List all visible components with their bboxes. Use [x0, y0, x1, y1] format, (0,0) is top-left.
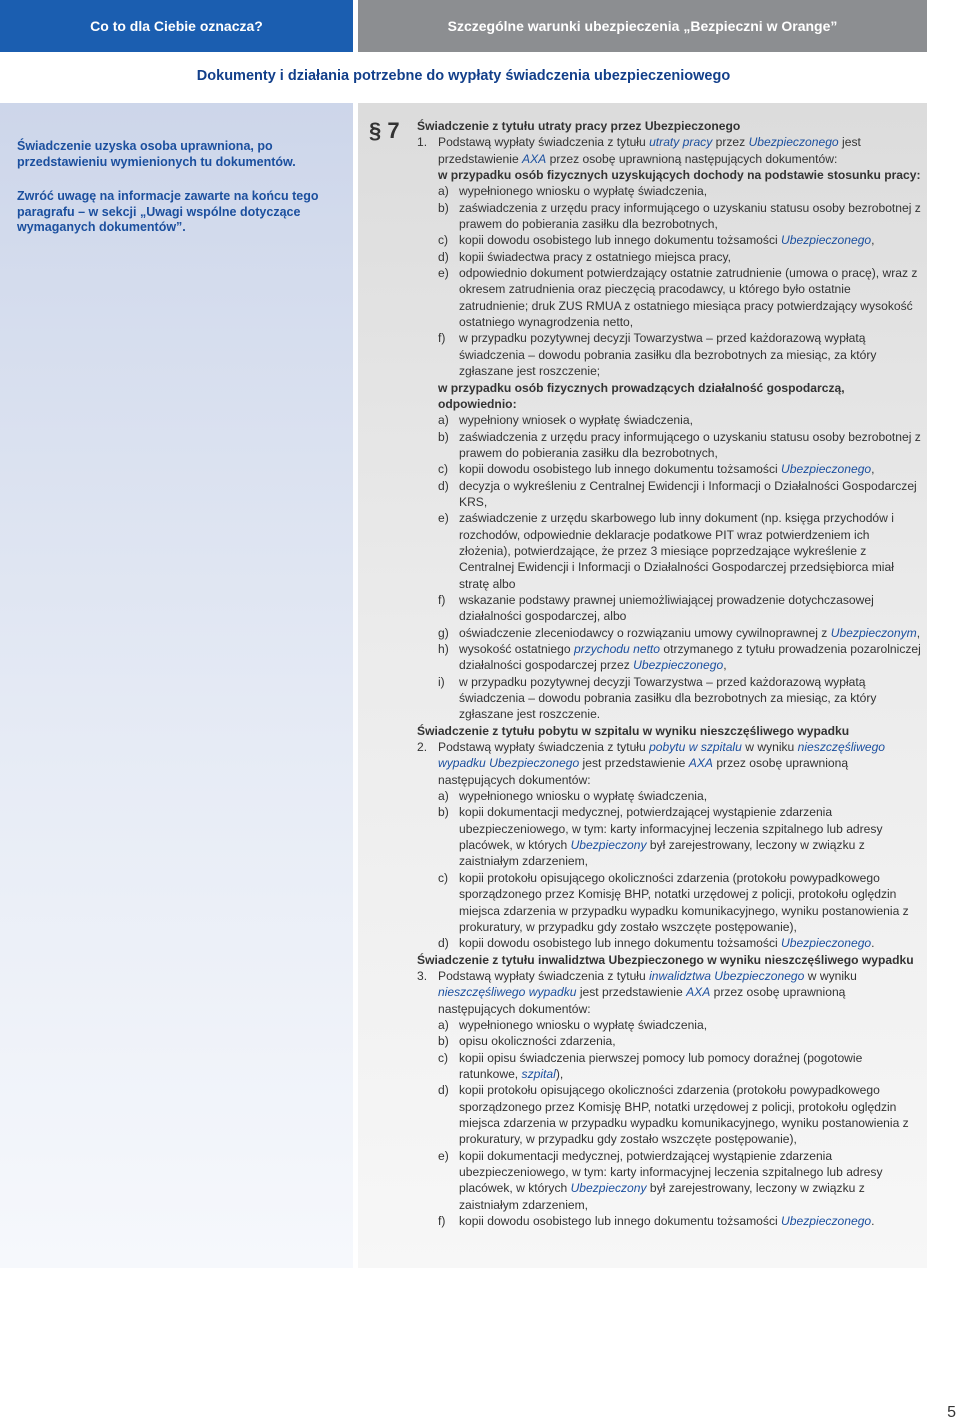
list-item-letter: c): [438, 870, 449, 885]
section-1-group-1-title: w przypadku osób fizycznych uzyskujących dochody na podstawie stosunku pracy:: [438, 168, 921, 183]
text-segment: jest przedstawienie: [576, 985, 687, 1000]
text-segment: kopii dowodu osobistego lub innego dokumentu tożsamości: [459, 233, 782, 248]
section-1-group-2-title: w przypadku osób fizycznych prowadzących działalność gospodarczą, odpowiednio:: [438, 380, 845, 411]
list-item: [438, 461, 922, 477]
defined-term: Ubezpieczony: [570, 1181, 647, 1196]
sidebar-panel: [0, 103, 353, 1268]
list-item: [438, 183, 922, 199]
text-segment: zaświadczenia z urzędu pracy informującego o uzyskaniu statusu osoby bezrobotnej z prawem do pobierania zasiłku dla bezrobotnych,: [459, 200, 921, 232]
defined-term: Ubezpieczonego: [781, 462, 872, 477]
section-3-list: [417, 1017, 922, 1229]
list-item: [438, 625, 922, 641]
section-2-list: [417, 788, 922, 951]
section-3-heading: Świadczenie z tytułu inwalidztwa Ubezpieczonego w wyniku nieszczęśliwego wypadku: [417, 952, 914, 967]
text-segment: kopii protokołu opisującego okoliczności zdarzenia (protokołu powypadkowego sporządzonego przez Komisję BHP, notatki urzędowej z policji, protokołu oględzin miejsca zdarzenia w przypadku wypadku komunikacyjnego, wyniku postanowienia z prokuratury, w przypadku gdy zostało wszczęte postępowanie),: [459, 870, 909, 934]
section-1-group-2-list: [417, 412, 922, 723]
tab-szczegolne-warunki[interactable]: Szczególne warunki ubezpieczenia „Bezpieczni w Orange”: [358, 0, 927, 52]
intro-text: [438, 740, 885, 787]
text-segment: przez osobę uprawnioną następujących dokumentów:: [438, 756, 849, 787]
list-item: [438, 674, 922, 723]
section-1-intro: [417, 134, 922, 167]
intro-text: [438, 969, 857, 1016]
list-item-letter: a): [438, 1017, 449, 1032]
list-item: [438, 592, 922, 625]
text-segment: przez osobę uprawnioną następujących dokumentów:: [438, 985, 846, 1016]
list-item: [438, 412, 922, 428]
list-item: [438, 330, 922, 379]
defined-term: pobytu w szpitalu: [649, 740, 742, 755]
text-segment: kopii dokumentacji medycznej, potwierdzającej wystąpienie zdarzenia ubezpieczeniowego, w tym: karty informacyjnej leczenia szpitalnego lub adresy placówek, w których: [459, 805, 883, 853]
text-segment: przez osobę uprawnioną następujących dokumentów:: [546, 151, 838, 166]
list-item-letter: d): [438, 936, 449, 951]
text-segment: jest przedstawienie: [438, 135, 861, 166]
text-segment: Podstawą wypłaty świadczenia z tytułu: [438, 135, 650, 150]
text-segment: wypełnionego wniosku o wypłatę świadczenia,: [459, 789, 708, 804]
text-segment: decyzja o wykreśleniu z Centralnej Ewidencji i Informacji o Działalności Gospodarczej KRS,: [459, 478, 917, 509]
text-segment: wypełnionego wniosku o wypłatę świadczenia,: [459, 1017, 708, 1032]
defined-term: inwalidztwa Ubezpieczonego: [649, 968, 805, 983]
section-2-number: 2.: [417, 740, 428, 755]
defined-term: Ubezpieczonego: [781, 1214, 872, 1229]
list-item: [438, 1082, 922, 1147]
text-segment: w wyniku: [741, 740, 798, 755]
list-item: [438, 935, 922, 951]
text-segment: kopii dowodu osobistego lub innego dokumentu tożsamości: [459, 936, 782, 951]
list-item-letter: d): [438, 1083, 449, 1098]
text-segment: ,: [871, 462, 875, 477]
defined-term: przychodu netto: [573, 642, 661, 656]
text-segment: ,: [916, 625, 921, 640]
text-segment: wypełnionego wniosku o wypłatę świadczenia,: [459, 184, 708, 199]
text-segment: .: [871, 936, 875, 951]
list-item-letter: a): [438, 184, 449, 199]
list-item: [438, 232, 922, 248]
text-segment: ,: [723, 658, 727, 673]
defined-term: utraty pracy: [649, 135, 713, 150]
defined-term: AXA: [522, 151, 547, 166]
list-item: [438, 249, 922, 265]
list-item: [438, 200, 922, 233]
list-item-letter: f): [438, 1214, 446, 1229]
list-item: [438, 1148, 922, 1213]
list-item: [438, 1213, 922, 1229]
document-content: [417, 118, 922, 1229]
tab-co-to-dla-ciebie-oznacza[interactable]: Co to dla Ciebie oznacza?: [0, 0, 353, 52]
list-item-letter: a): [438, 413, 449, 428]
text-segment: ,: [871, 233, 875, 248]
list-item-letter: f): [438, 592, 446, 607]
list-item-letter: h): [438, 642, 449, 656]
text-segment: kopii dowodu osobistego lub innego dokumentu tożsamości: [459, 462, 782, 477]
text-segment: kopii dowodu osobistego lub innego dokumentu tożsamości: [459, 1214, 782, 1229]
defined-term: Ubezpieczonego: [781, 233, 872, 248]
list-item-letter: f): [438, 331, 446, 346]
text-segment: kopii protokołu opisującego okoliczności zdarzenia (protokołu powypadkowego sporządzonego przez Komisję BHP, notatki urzędowej z policji, protokołu oględzin miejsca zdarzenia w przypadku wypadku komunikacyjnego, wyniku postanowienia z prokuratury, w przypadku gdy zostało wszczęte postępowanie),: [459, 1083, 909, 1147]
list-item-letter: i): [438, 674, 445, 689]
paragraph-symbol: §: [369, 118, 382, 143]
defined-term: AXA: [688, 756, 713, 771]
defined-term: Ubezpieczonego: [748, 135, 839, 150]
text-segment: kopii dokumentacji medycznej, potwierdzającej wystąpienie zdarzenia ubezpieczeniowego, w tym: karty informacyjnej leczenia szpitalnego lub adresy placówek, w których: [459, 1148, 883, 1196]
paragraph-value: 7: [387, 118, 400, 143]
section-2-intro: [417, 739, 922, 788]
text-segment: był zarejestrowany, leczony w związku z zaistniałym zdarzeniem,: [459, 838, 865, 869]
defined-term: Ubezpieczonego: [633, 658, 724, 673]
page-number: 5: [947, 1404, 956, 1421]
intro-text: [438, 135, 861, 165]
list-item: [438, 788, 922, 804]
text-segment: wskazanie podstawy prawnej uniemożliwiającej prowadzenie dotychczasowej działalności gospodarczej, albo: [459, 592, 874, 624]
list-item-letter: g): [438, 625, 449, 640]
text-segment: wypełniony wniosek o wypłatę świadczenia,: [459, 413, 693, 428]
text-segment: odpowiednio dokument potwierdzający ostatnie zatrudnienie (umowa o pracę), wraz z okresem zatrudnienia oraz pieczęcią pracodawcy, u którego było ostatnie zatrudnienie; druk ZUS RMUA z ostatniego miesiąca pracy potwierdzający wysokość ostatniego wynagrodzenia netto,: [459, 266, 918, 330]
sidebar-note-2: Zwróć uwagę na informacje zawarte na końcu tego paragrafu – w sekcji „Uwagi wspólne dotyczące wymaganych dokumentów”.: [17, 189, 319, 234]
paragraph-number: [369, 118, 400, 144]
text-segment: w przypadku pozytywnej decyzji Towarzystwa – przed każdorazową wypłatą świadczenia – dowodu pobrania zasiłku dla bezrobotnych za miesiąc, za który zgłaszane jest roszczenie.: [459, 674, 877, 722]
text-segment: opisu okoliczności zdarzenia,: [459, 1034, 616, 1049]
list-item-letter: c): [438, 462, 449, 477]
text-segment: w przypadku pozytywnej decyzji Towarzystwa – przed każdorazową wypłatą świadczenia – dowodu pobrania zasiłku dla bezrobotnych za miesiąc, za który zgłaszane jest roszczenie;: [459, 331, 877, 379]
section-3-intro: [417, 968, 922, 1017]
text-segment: kopii opisu świadczenia pierwszej pomocy lub pomocy doraźnej (pogotowie ratunkowe,: [459, 1050, 863, 1081]
list-item-letter: c): [438, 1050, 449, 1065]
list-item-letter: e): [438, 1148, 449, 1163]
defined-term: Ubezpieczony: [570, 838, 647, 853]
text-segment: ),: [555, 1066, 564, 1081]
defined-term: AXA: [686, 985, 711, 1000]
text-segment: przez: [712, 135, 749, 150]
defined-term: Ubezpieczonym: [830, 625, 917, 640]
list-item-letter: b): [438, 805, 449, 820]
text-segment: oświadczenie zleceniodawcy o rozwiązaniu umowy cywilnoprawnej z: [459, 625, 831, 640]
text-segment: wysokość ostatniego: [459, 642, 574, 656]
list-item-letter: d): [438, 249, 449, 264]
text-segment: kopii świadectwa pracy z ostatniego miejsca pracy,: [459, 249, 732, 264]
list-item-letter: b): [438, 1034, 449, 1049]
list-item: [438, 1017, 922, 1033]
list-item: [438, 870, 922, 935]
list-item: [438, 265, 922, 330]
text-segment: Podstawą wypłaty świadczenia z tytułu: [438, 968, 650, 983]
list-item-letter: a): [438, 789, 449, 804]
section-2-heading: Świadczenie z tytułu pobytu w szpitalu w wyniku nieszczęśliwego wypadku: [417, 723, 850, 738]
text-segment: był zarejestrowany, leczony w związku z zaistniałym zdarzeniem,: [459, 1181, 865, 1212]
text-segment: .: [871, 1214, 875, 1229]
section-3-number: 3.: [417, 968, 428, 983]
page-title: Dokumenty i działania potrzebne do wypłaty świadczenia ubezpieczeniowego: [196, 68, 731, 84]
text-segment: zaświadczenia z urzędu pracy informującego o uzyskaniu statusu osoby bezrobotnej z prawem do pobierania zasiłku dla bezrobotnych,: [459, 429, 921, 460]
text-segment: zaświadczenie z urzędu skarbowego lub inny dokument (np. księga przychodów i rozchodów, odpowiednie deklaracje podatkowe PIT wraz potwierdzeniem ich złożenia), potwierdzające, że przez 3 miesiące poprzedzające wykreślenie z Centralnej Ewidencji i Informacji o Działalności Gospodarczej przedsiębiorca miał stratę albo: [459, 511, 894, 591]
list-item-letter: b): [438, 200, 449, 215]
section-1-number: 1.: [417, 135, 428, 150]
section-1-group-1-list: [417, 183, 922, 379]
defined-term: szpital: [521, 1066, 556, 1081]
defined-term: Ubezpieczonego: [781, 936, 872, 951]
section-1-heading: Świadczenie z tytułu utraty pracy przez Ubezpieczonego: [417, 119, 741, 133]
list-item: [438, 1050, 922, 1083]
list-item: [438, 478, 922, 511]
list-item: [438, 1033, 922, 1049]
text-segment: Podstawą wypłaty świadczenia z tytułu: [438, 740, 650, 755]
list-item-letter: e): [438, 266, 449, 281]
list-item: [438, 804, 922, 869]
text-segment: w wyniku: [804, 968, 857, 983]
list-item: [438, 429, 922, 462]
list-item-letter: e): [438, 511, 449, 526]
defined-term: nieszczęśliwego wypadku Ubezpieczonego: [438, 740, 886, 771]
list-item: [438, 510, 922, 592]
text-segment: jest przedstawienie: [579, 756, 689, 771]
text-segment: otrzymanego z tytułu prowadzenia pozarolniczej działalności gospodarczej przez: [459, 642, 921, 673]
list-item-letter: b): [438, 429, 449, 444]
list-item-letter: d): [438, 478, 449, 493]
list-item: [438, 641, 922, 674]
sidebar-note-1: Świadczenie uzyska osoba uprawniona, po przedstawieniu wymienionych tu dokumentów.: [17, 139, 296, 169]
list-item-letter: c): [438, 233, 449, 248]
defined-term: nieszczęśliwego wypadku: [438, 985, 577, 1000]
